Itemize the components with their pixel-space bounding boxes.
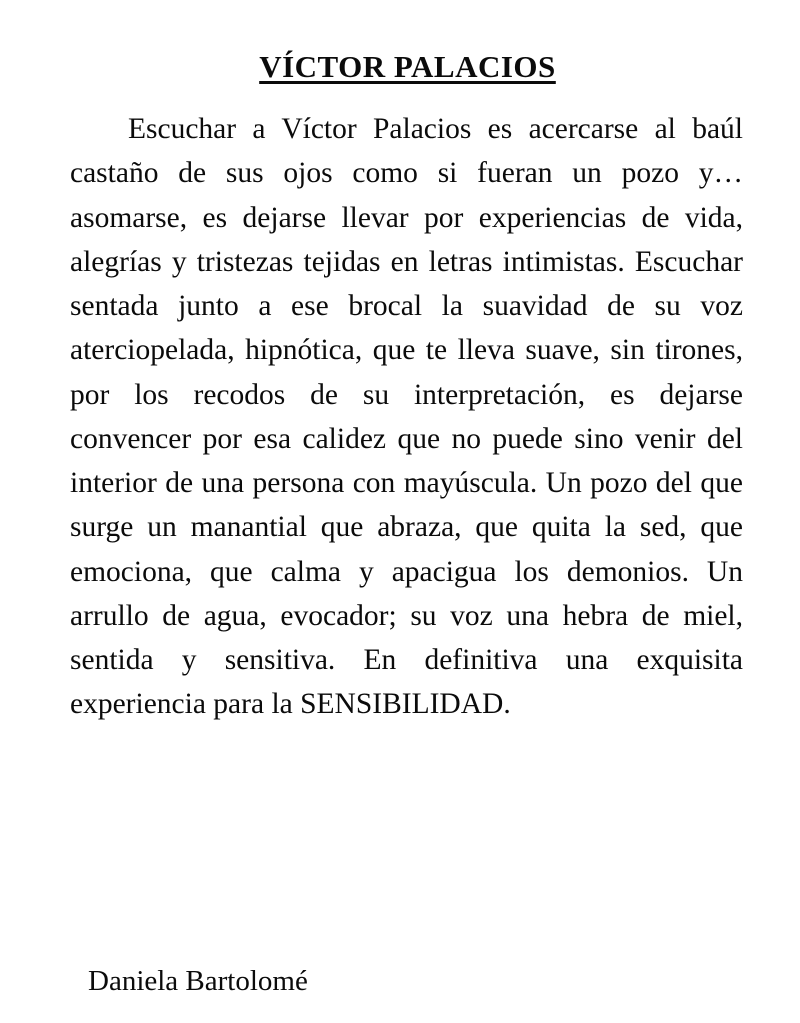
page-title: VÍCTOR PALACIOS [259,49,556,84]
author-signature: Daniela Bartolomé [88,965,308,998]
body-paragraph: Escuchar a Víctor Palacios es acercarse al baúl castaño de sus ojos como si fueran un pozo y… asomarse, es dejarse llevar por experiencias de vida, alegrías y tristezas tejidas en letras intimistas. Escuchar sentada junto a ese brocal la suavidad de su voz aterciopelada, hipnótica, que te lleva suave, sin tirones, por los recodos de su interpretación, es dejarse convencer por esa calidez que no puede sino venir del interior de una persona con mayúscula. Un pozo del que surge un manantial que abraza, que quita la sed, que emociona, que calma y apacigua los demonios. Un arrullo de agua, evocador; su voz una hebra de miel, sentida y sensitiva. En definitiva una exquisita experiencia para la SENSIBILIDAD. [70,113,743,721]
